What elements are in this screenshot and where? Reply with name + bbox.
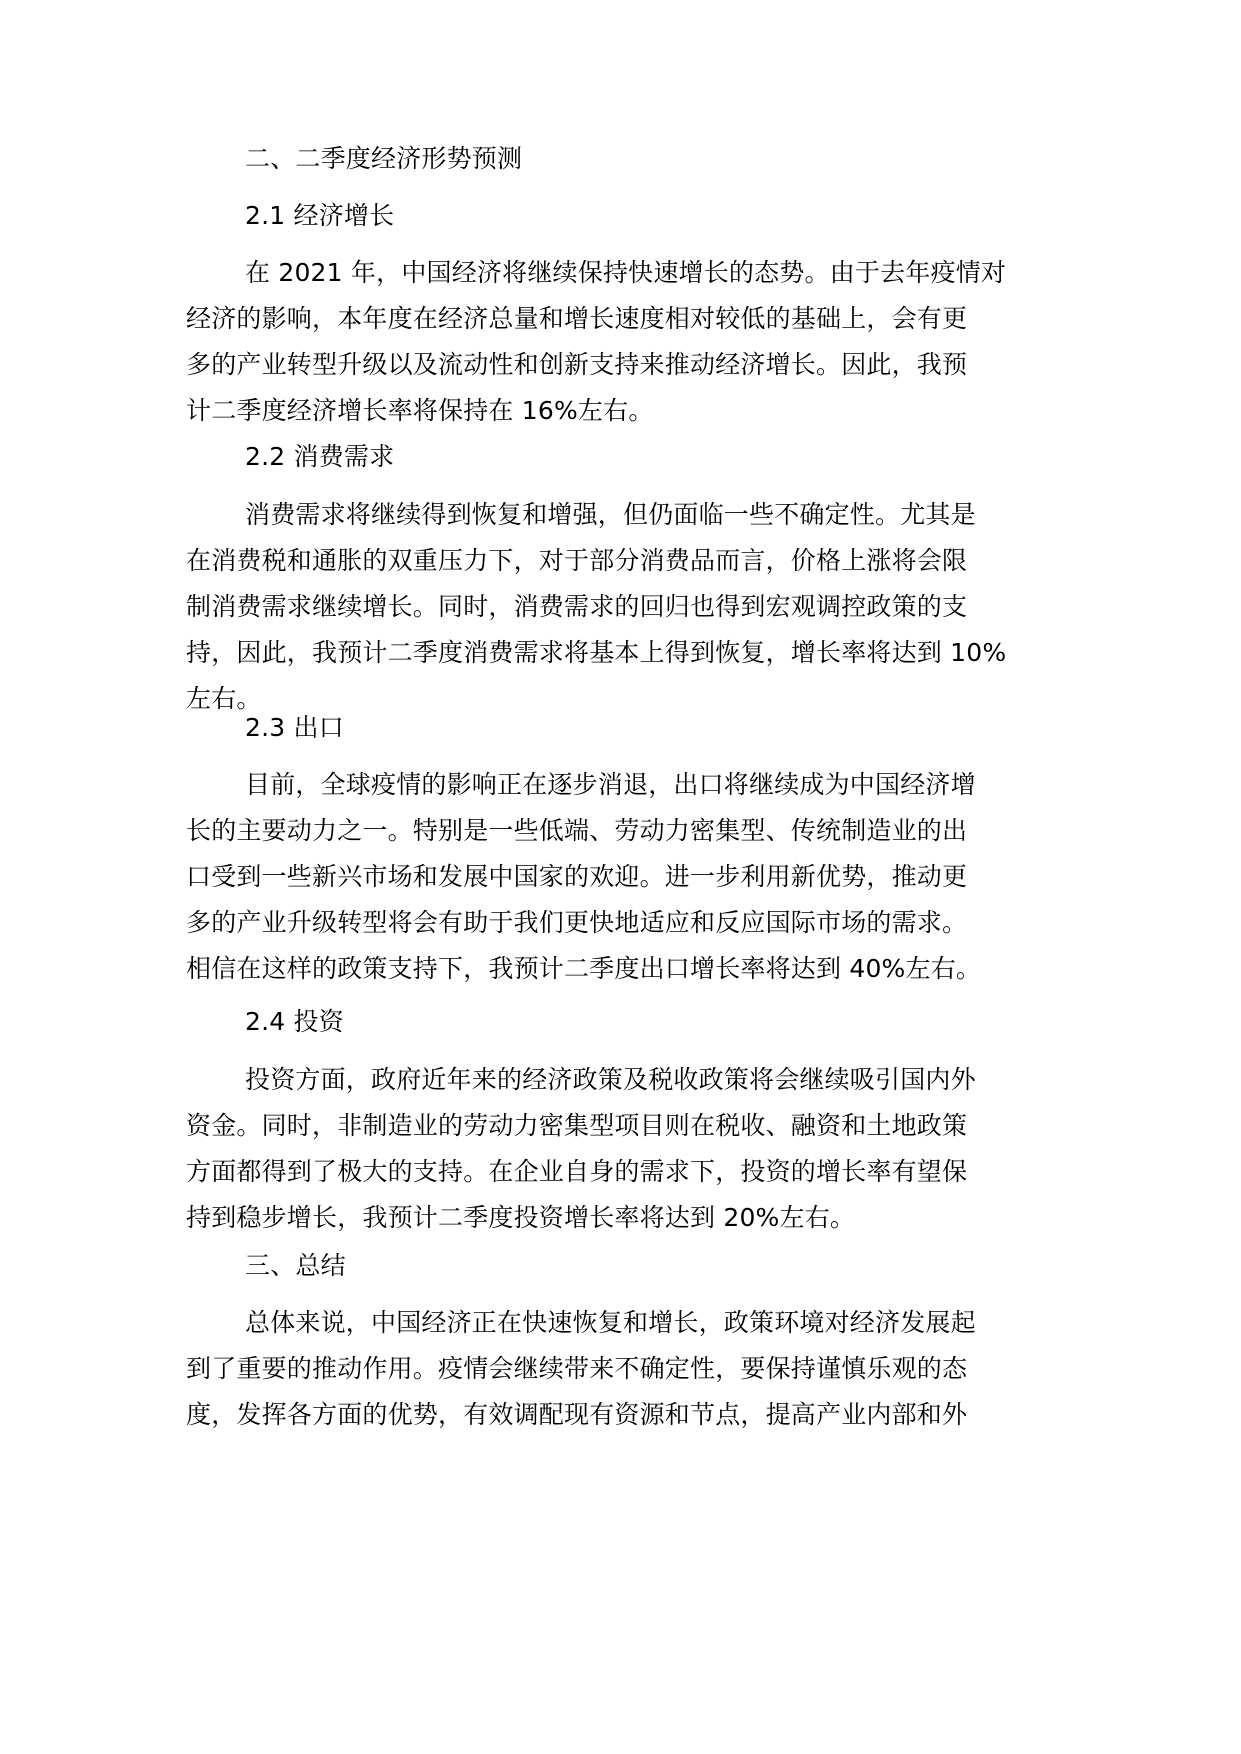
paragraph-line: 在 2021 年，中国经济将继续保持快速增长的态势。由于去年疫情对 [245,258,1007,287]
paragraph-line: 多的产业升级转型将会有助于我们更快地适应和反应国际市场的需求。 [186,908,968,937]
paragraph-line: 持到稳步增长，我预计二季度投资增长率将达到 20%左右。 [186,1203,856,1232]
paragraph-line: 相信在这样的政策支持下，我预计二季度出口增长率将达到 40%左右。 [186,954,982,983]
heading-text: 二、二季度经济形势预测 [245,144,523,173]
paragraph-line: 方面都得到了极大的支持。在企业自身的需求下，投资的增长率有望保 [186,1157,968,1186]
paragraph-line: 多的产业转型升级以及流动性和创新支持来推动经济增长。因此，我预 [186,350,968,379]
paragraph-line: 计二季度经济增长率将保持在 16%左右。 [186,396,654,425]
heading-text: 2.3 出口 [245,713,344,742]
paragraph-line: 在消费税和通胀的双重压力下，对于部分消费品而言，价格上涨将会限 [186,546,968,575]
paragraph-line: 目前，全球疫情的影响正在逐步消退，出口将继续成为中国经济增 [245,770,976,799]
paragraph-line: 持，因此，我预计二季度消费需求将基本上得到恢复，增长率将达到 10% [186,638,1007,667]
paragraph-line: 制消费需求继续增长。同时，消费需求的回归也得到宏观调控政策的支 [186,592,968,621]
paragraph-line: 左右。 [186,684,262,713]
paragraph-line: 到了重要的推动作用。疫情会继续带来不确定性，要保持谨慎乐观的态 [186,1354,968,1383]
heading-text: 2.2 消费需求 [245,442,395,471]
heading-text: 三、总结 [245,1251,346,1280]
paragraph-line: 消费需求将继续得到恢复和增强，但仍面临一些不确定性。尤其是 [245,500,976,529]
paragraph-line: 口受到一些新兴市场和发展中国家的欢迎。进一步利用新优势，推动更 [186,862,968,891]
heading-text: 2.1 经济增长 [245,201,395,230]
paragraph-line: 长的主要动力之一。特别是一些低端、劳动力密集型、传统制造业的出 [186,816,968,845]
paragraph-line: 资金。同时，非制造业的劳动力密集型项目则在税收、融资和土地政策 [186,1111,968,1140]
heading-text: 2.4 投资 [245,1007,344,1036]
paragraph-line: 投资方面，政府近年来的经济政策及税收政策将会继续吸引国内外 [245,1065,976,1094]
paragraph-line: 度，发挥各方面的优势，有效调配现有资源和节点，提高产业内部和外 [186,1400,968,1429]
paragraph-line: 经济的影响，本年度在经济总量和增长速度相对较低的基础上，会有更 [186,304,968,333]
paragraph-line: 总体来说，中国经济正在快速恢复和增长，政策环境对经济发展起 [245,1308,976,1337]
